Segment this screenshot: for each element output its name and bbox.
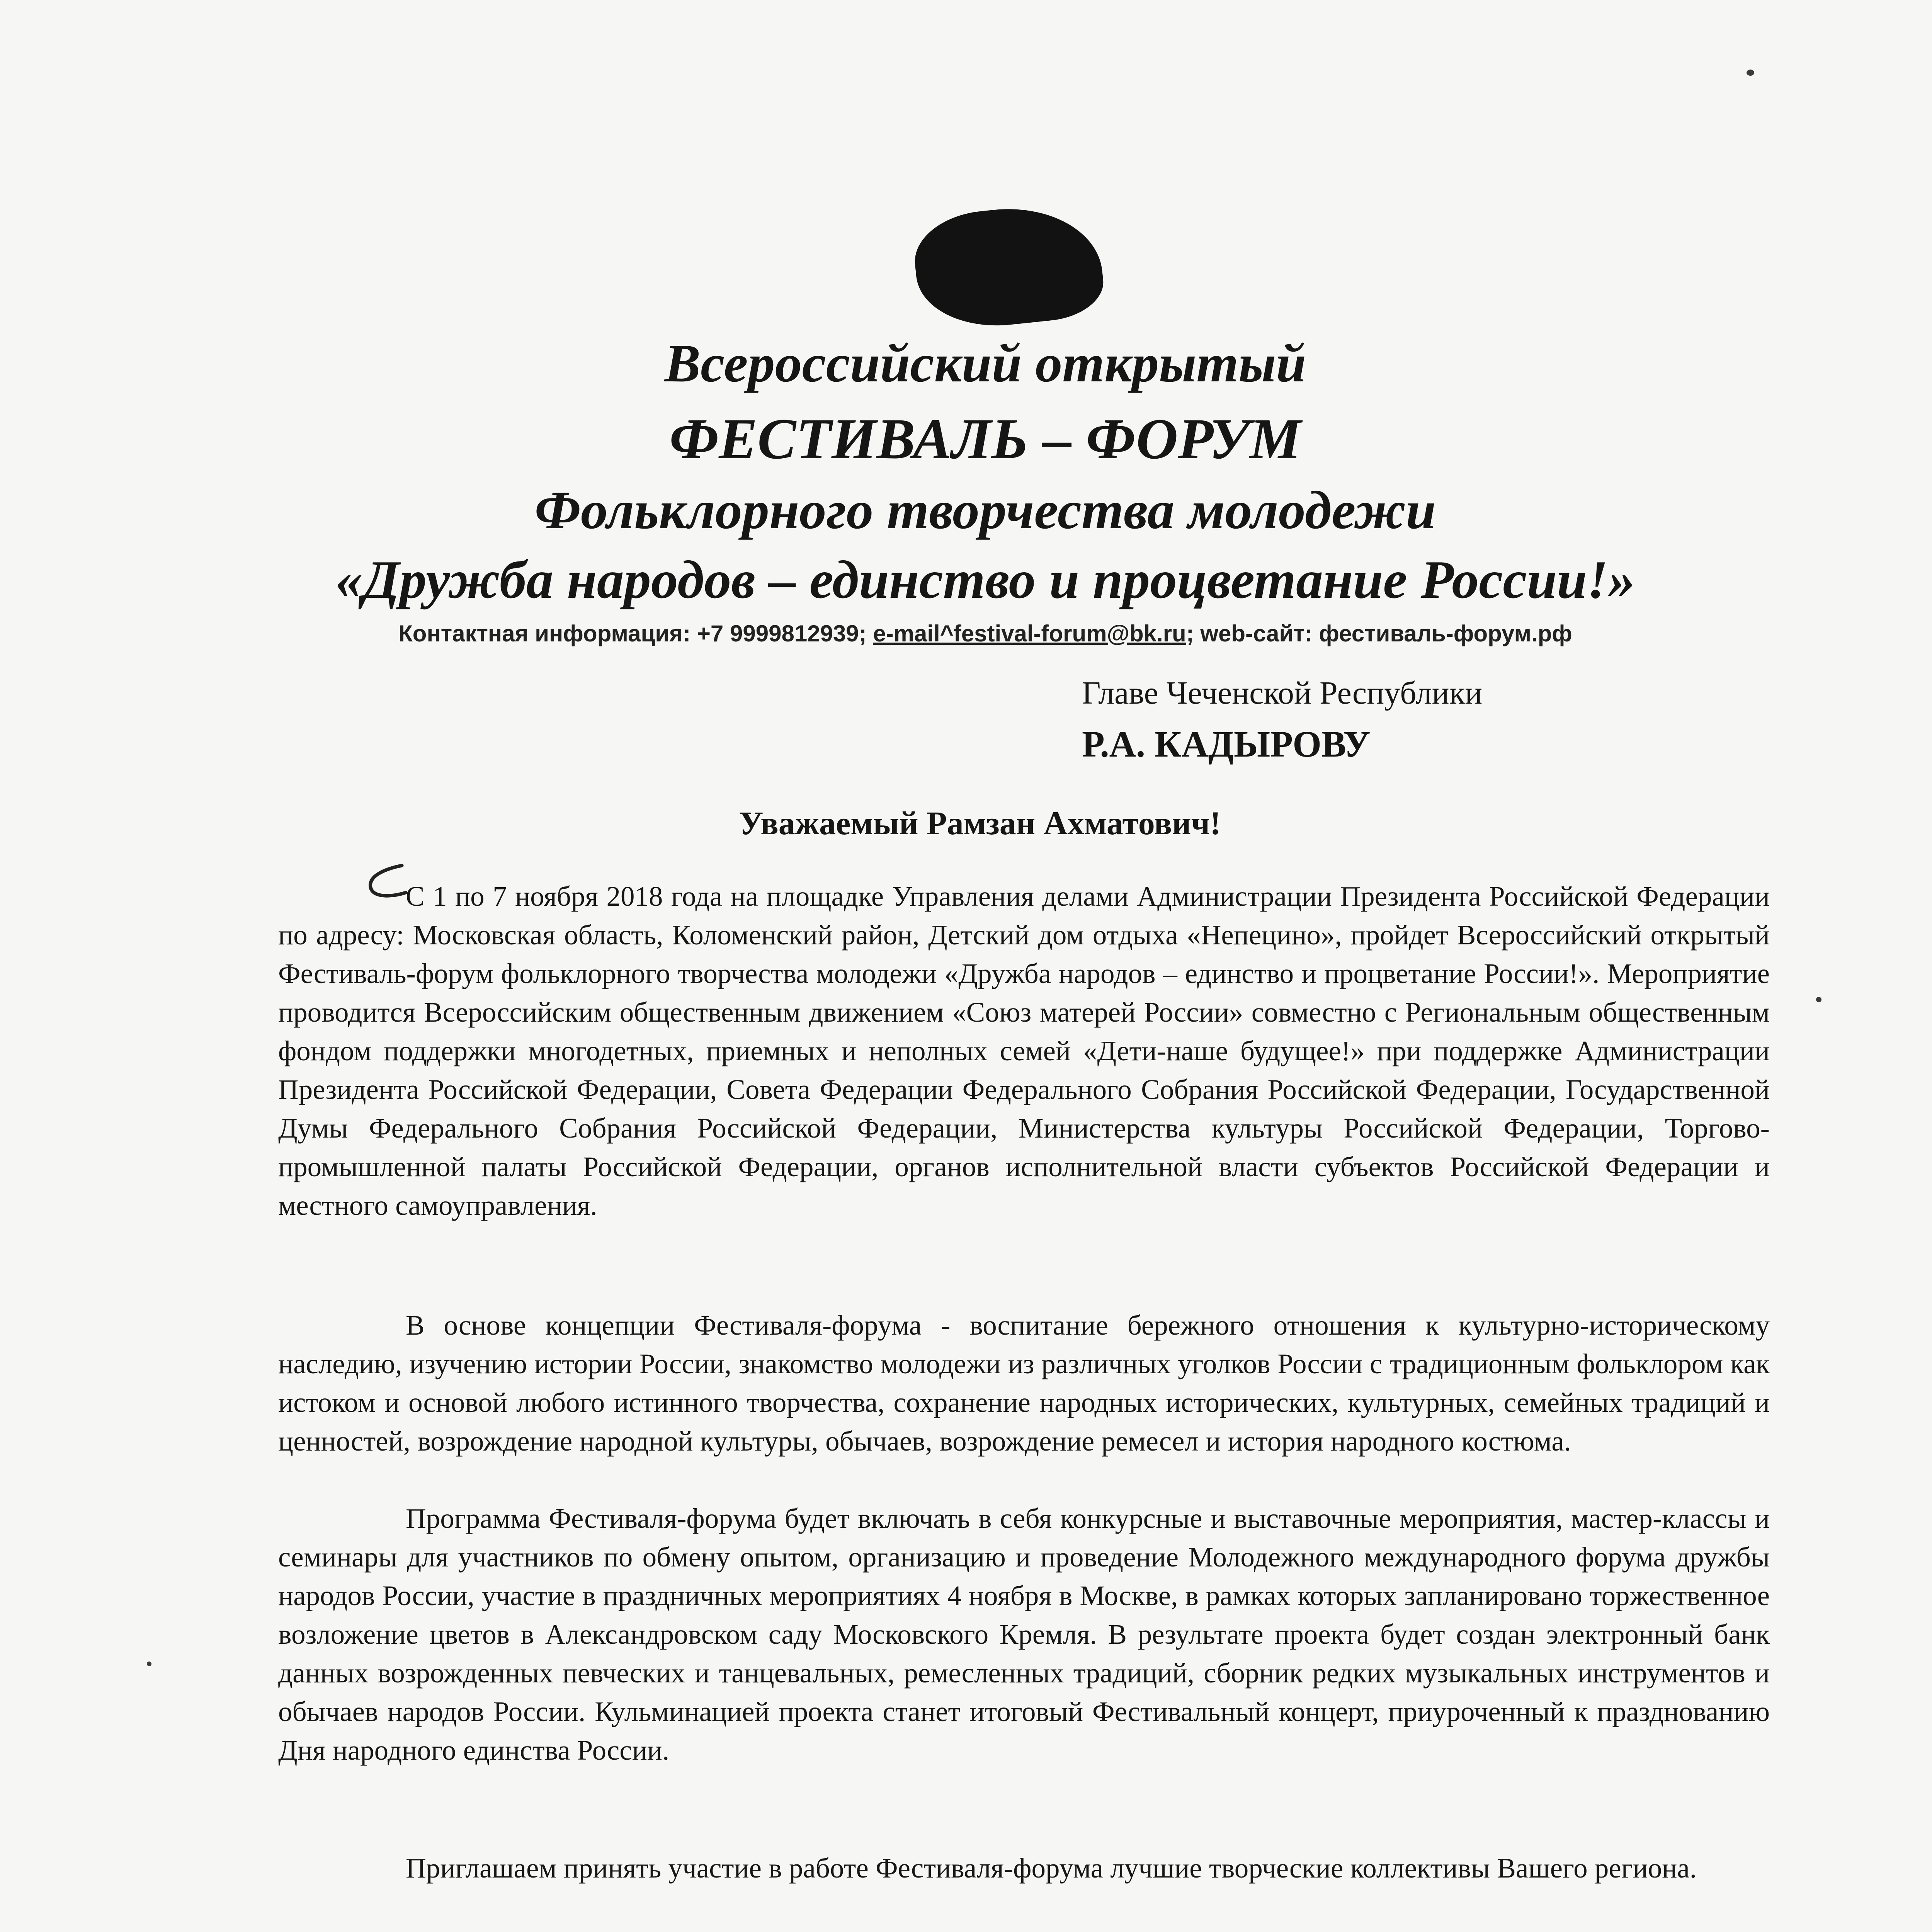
- addressee-position: Главе Чеченской Республики: [1082, 675, 1483, 711]
- addressee-name: Р.А. КАДЫРОВУ: [1082, 723, 1371, 765]
- letterhead-title-line1: Всероссийский открытый: [664, 333, 1306, 393]
- scan-speck: [1816, 997, 1821, 1002]
- letterhead-title-line2: ФЕСТИВАЛЬ – ФОРУМ: [669, 407, 1301, 471]
- body-paragraph-1: [278, 877, 1770, 1225]
- letterhead-title-line4: «Дружба народов – единство и процветание России!»: [335, 550, 1635, 610]
- salutation: Уважаемый Рамзан Ахматович!: [739, 804, 1221, 842]
- body-paragraph-4: [278, 1849, 1770, 1888]
- contact-prefix: Контактная информация: +7 9999812939;: [398, 621, 873, 646]
- scan-speck: [147, 1662, 151, 1666]
- contact-info: [270, 620, 1700, 647]
- blacked-out-logo: [910, 199, 1107, 334]
- paragraph-text: С 1 по 7 ноября 2018 года на площадке Управления делами Администрации Президента Российской Федерации по адресу: Московская область, Коломенский район, Детский дом отдыха «Непецино», пройдет Всероссийский открытый Фестиваль-форум фольклорного творчества молодежи «Дружба народов – единство и процветание России!». Мероприятие проводится Всероссийским общественным движением «Союз матерей России» совместно с Региональным общественным фондом поддержки многодетных, приемных и неполных семей «Дети-наше будущее!» при поддержке Администрации Президента Российской Федерации, Совета Федерации Федерального Собрания Российской Федерации, Государственной Думы Федерального Собрания Российской Федерации, Министерства культуры Российской Федерации, Торгово-промышленной палаты Российской Федерации, органов исполнительной власти субъектов Российской Федерации и местного самоуправления.: [278, 881, 1770, 1221]
- contact-suffix: ; web-сайт: фестиваль-форум.рф: [1186, 621, 1572, 646]
- paragraph-text: В основе концепции Фестиваля-форума - воспитание бережного отношения к культурно-историческому наследию, изучению истории России, знакомство молодежи из различных уголков России с традиционным фольклором как истоком и основой любого истинного творчества, сохранение народных исторических, культурных, семейных традиций и ценностей, возрождение народной культуры, обычаев, возрождение ремесел и история народного костюма.: [278, 1310, 1770, 1457]
- body-paragraph-2: [278, 1306, 1770, 1461]
- paragraph-text: Программа Фестиваля-форума будет включать в себя конкурсные и выставочные мероприятия, мастер-классы и семинары для участников по обмену опытом, организацию и проведение Молодежного международного форума дружбы народов России, участие в праздничных мероприятиях 4 ноября в Москве, в рамках которых запланировано торжественное возложение цветов в Александровском саду Московского Кремля. В результате проекта будет создан электронный банк данных возрожденных певческих и танцевальных, ремесленных традиций, сборник редких музыкальных инструментов и обычаев народов России. Кульминацией проекта станет итоговый Фестивальный концерт, приуроченный к празднованию Дня народного единства России.: [278, 1503, 1770, 1766]
- paragraph-text: Приглашаем принять участие в работе Фестиваля-форума лучшие творческие коллективы Вашего региона.: [406, 1852, 1697, 1884]
- body-paragraph-3: [278, 1499, 1770, 1770]
- contact-email-link[interactable]: e-mail^festival-forum@bk.ru: [873, 621, 1186, 646]
- scan-speck: [1747, 70, 1754, 76]
- letterhead-title-line3: Фольклорного творчества молодежи: [534, 480, 1436, 540]
